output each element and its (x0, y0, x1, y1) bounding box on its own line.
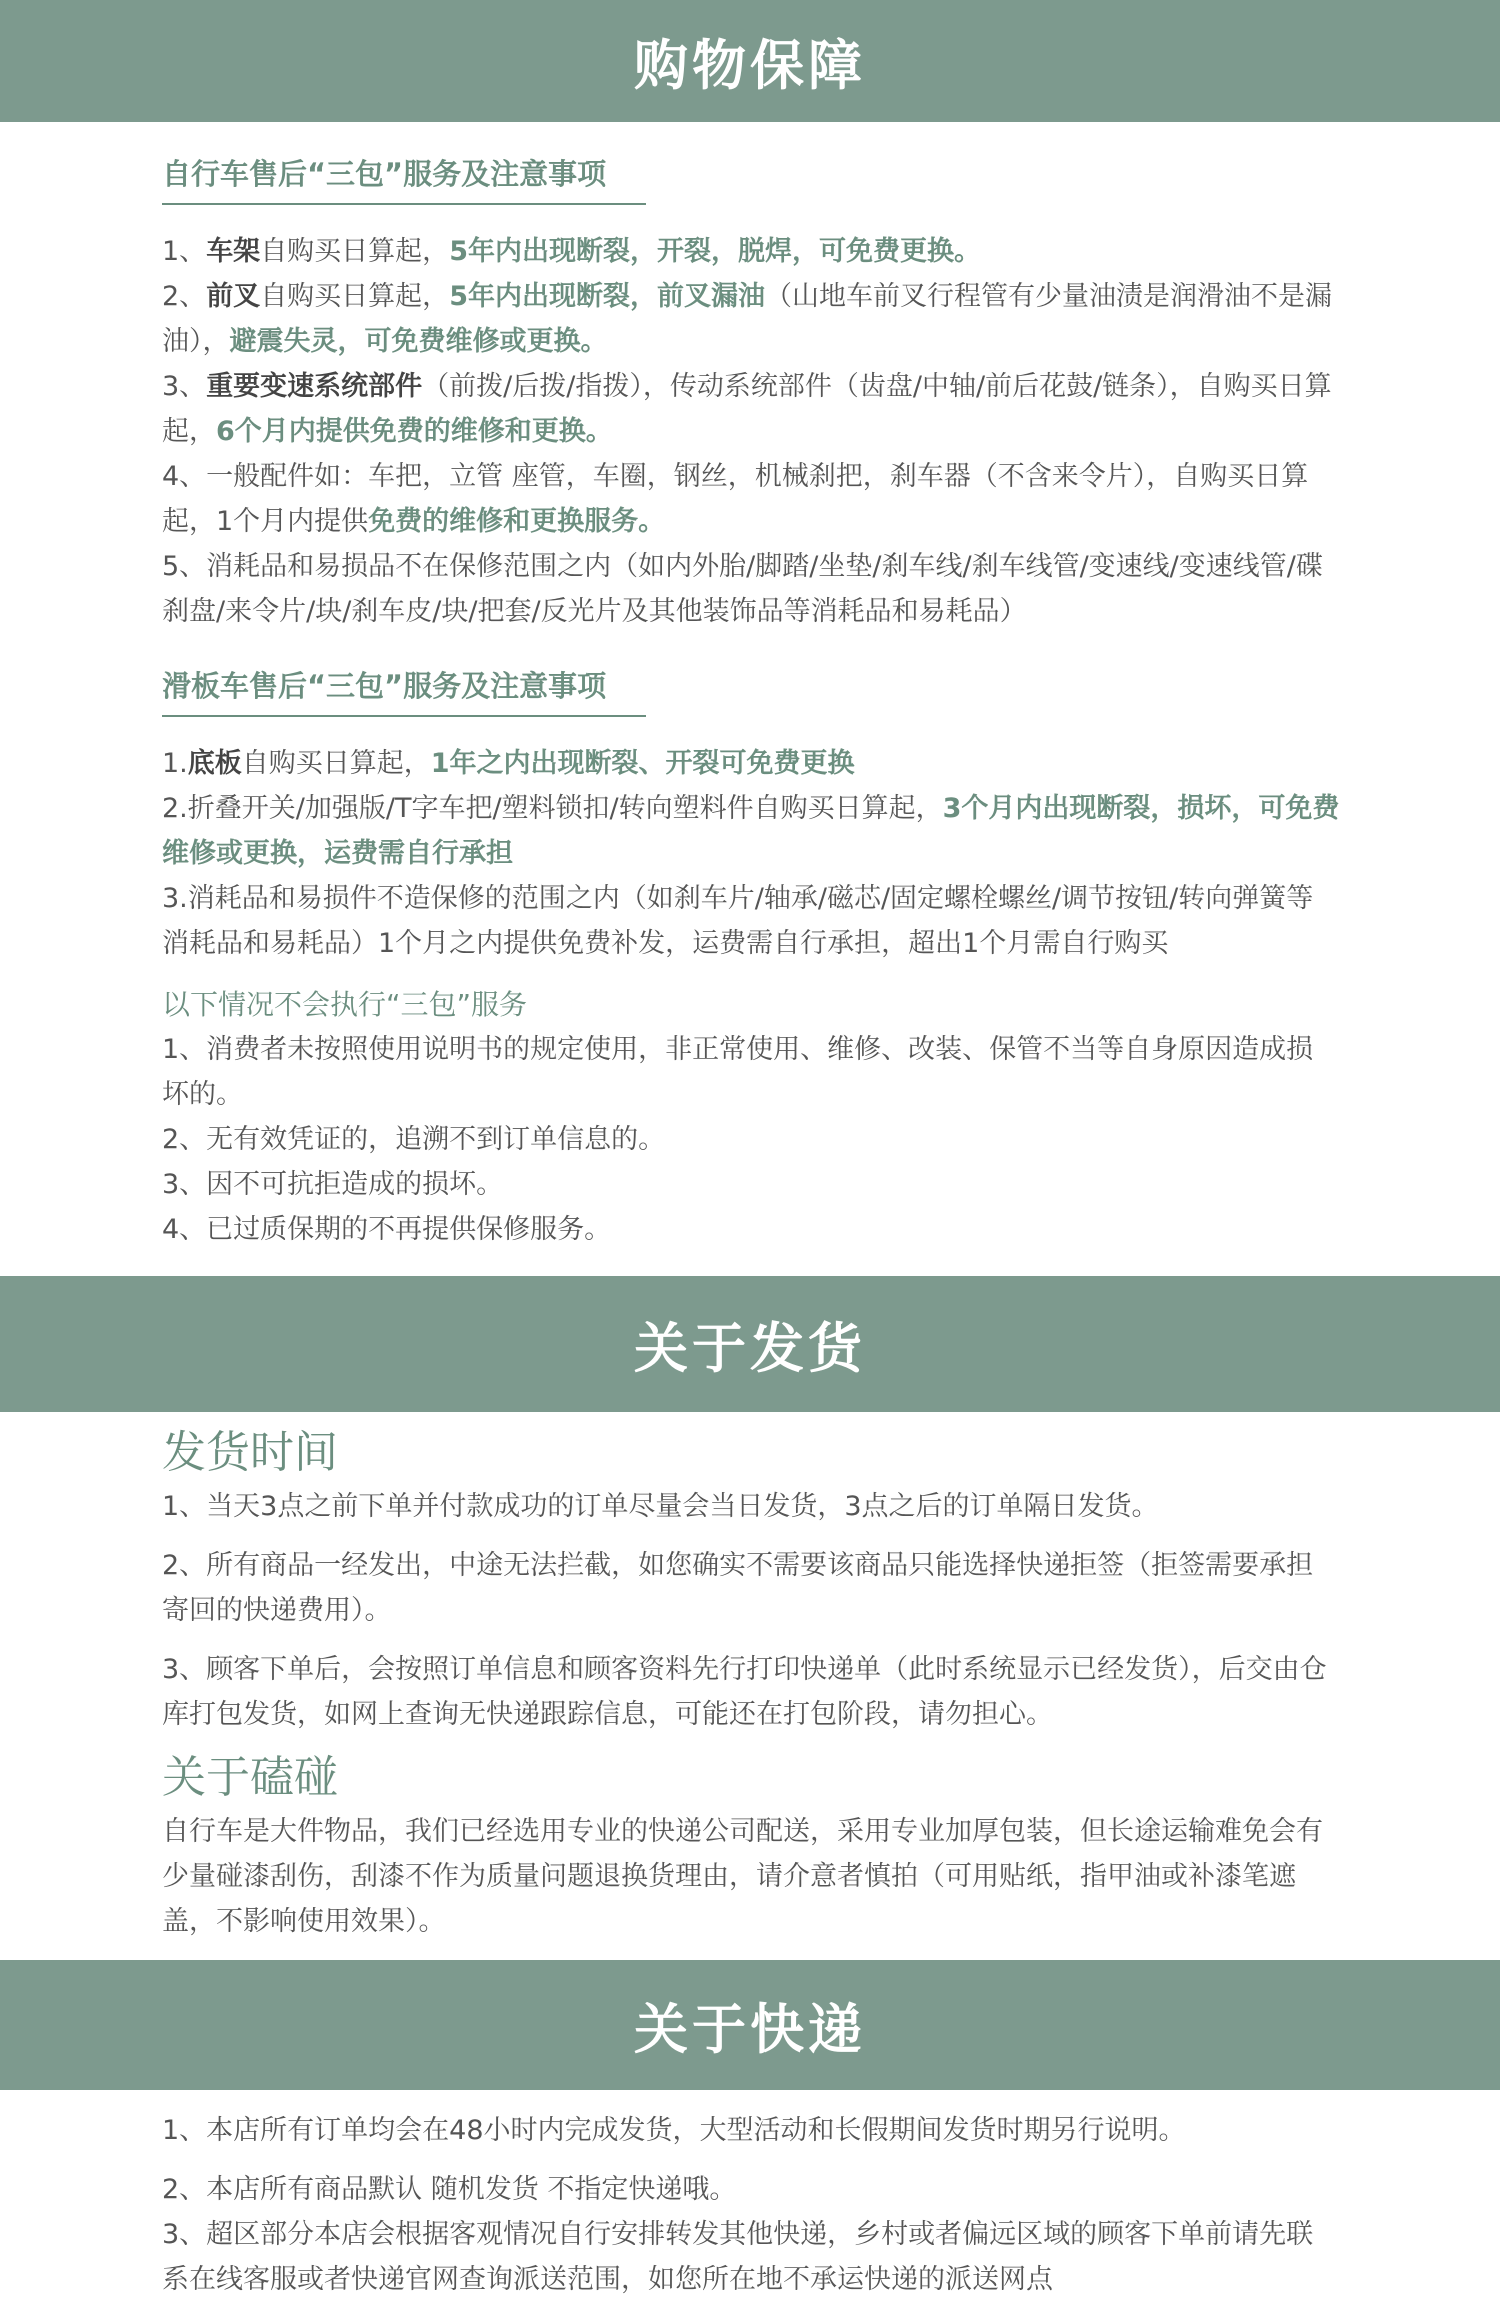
bike-item-1-prefix: 1、 (162, 236, 207, 267)
scooter-item-2 (162, 786, 1340, 876)
bike-item-2-highlight-2: 避震失灵，可免费维修或更换。 (229, 326, 608, 357)
express-item-2: 2、本店所有商品默认 随机发货 不指定快递哦。 (162, 2174, 737, 2205)
bike-item-1-bold: 车架 (206, 236, 261, 267)
express-item-3: 3、超区部分本店会根据客观情况自行安排转发其他快递，乡村或者偏远区域的顾客下单前请先联系在线客服或者快递官网查询派送范围，如您所在地不承运快递的派送网点 (162, 2219, 1314, 2295)
scooter-item-2-text: 2.折叠开关/加强版/T字车把/塑料锁扣/转向塑料件自购买日算起， (162, 793, 943, 824)
bike-item-2-bold: 前叉 (206, 281, 261, 312)
banner-shipping (0, 1276, 1500, 1412)
scooter-warranty-heading: 滑板车售后“三包”服务及注意事项 (162, 664, 646, 717)
bike-item-4-text: 4、一般配件如：车把，立管 座管，车圈，钢丝，机械刹把，刹车器（不含来令片），自购买日算起，1个月内提供 (162, 461, 1309, 537)
warranty-section (0, 122, 1500, 1276)
bike-item-2 (162, 274, 1340, 364)
scooter-item-1-prefix: 1. (162, 748, 188, 779)
bike-item-5: 5、消耗品和易损品不在保修范围之内（如内外胎/脚踏/坐垫/刹车线/刹车线管/变速线/变速线管/碟刹盘/来令片/块/刹车皮/块/把套/反光片及其他装饰品等消耗品和易耗品） (162, 551, 1323, 627)
bike-item-1-text: 自购买日算起， (260, 236, 450, 267)
exclusion-item-3: 3、因不可抗拒造成的损坏。 (162, 1169, 504, 1200)
bike-item-2-prefix: 2、 (162, 281, 207, 312)
bike-item-4-highlight: 免费的维修和更换服务。 (368, 506, 666, 537)
scooter-item-1-highlight: 1年之内出现断裂、开裂可免费更换 (430, 748, 855, 779)
shipping-time-item-1: 1、当天3点之前下单并付款成功的订单尽量会当日发货，3点之后的订单隔日发货。 (162, 1491, 1159, 1522)
banner-warranty-title: 购物保障 (634, 33, 866, 97)
shipping-time-heading: 发货时间 (162, 1427, 338, 1478)
scooter-item-1 (162, 741, 1340, 786)
shipping-time-item-3: 3、顾客下单后，会按照订单信息和顾客资料先行打印快递单（此时系统显示已经发货），后交由仓库打包发货，如网上查询无快递跟踪信息，可能还在打包阶段，请勿担心。 (162, 1654, 1327, 1730)
scooter-item-1-bold: 底板 (187, 748, 242, 779)
express-item-1: 1、本店所有订单均会在48小时内完成发货，大型活动和长假期间发货时期另行说明。 (162, 2115, 1186, 2146)
bike-warranty-heading: 自行车售后“三包”服务及注意事项 (162, 152, 646, 205)
bumps-heading: 关于磕碰 (162, 1752, 338, 1803)
bike-item-3-bold: 重要变速系统部件 (206, 371, 423, 402)
bike-item-1 (162, 229, 1340, 274)
bike-item-3-highlight: 6个月内提供免费的维修和更换。 (216, 416, 613, 447)
banner-shipping-title: 关于发货 (634, 1316, 866, 1380)
exclusion-item-1: 1、消费者未按照使用说明书的规定使用，非正常使用、维修、改装、保管不当等自身原因造成损坏的。 (162, 1034, 1314, 1110)
banner-express-title: 关于快递 (634, 1997, 866, 2061)
exclusion-item-2: 2、无有效凭证的，追溯不到订单信息的。 (162, 1124, 666, 1155)
banner-express (0, 1960, 1500, 2090)
bike-item-2-text: 自购买日算起， (260, 281, 450, 312)
shipping-time-item-2: 2、所有商品一经发出，中途无法拦截，如您确实不需要该商品只能选择快递拒签（拒签需要承担寄回的快递费用）。 (162, 1550, 1314, 1626)
exclusions-heading: 以下情况不会执行“三包”服务 (162, 988, 528, 1021)
scooter-item-2-highlight: 3个月内出现断裂，损坏，可免费维修或更换，运费需自行承担 (162, 793, 1340, 869)
bike-item-3-prefix: 3、 (162, 371, 207, 402)
exclusion-item-4: 4、已过质保期的不再提供保修服务。 (162, 1214, 612, 1245)
scooter-item-1-text: 自购买日算起， (241, 748, 431, 779)
shipping-section (0, 1422, 1500, 1960)
bike-item-4 (162, 454, 1340, 544)
bike-item-1-highlight: 5年内出现断裂，开裂，脱焊，可免费更换。 (449, 236, 981, 267)
bumps-text: 自行车是大件物品，我们已经选用专业的快递公司配送，采用专业加厚包装，但长途运输难免会有少量碰漆刮伤，刮漆不作为质量问题退换货理由，请介意者慎拍（可用贴纸，指甲油或补漆笔遮盖，不影响使用效果）。 (162, 1816, 1323, 1937)
bike-item-3-text: （前拨/后拨/指拨），传动系统部件（齿盘/中轴/前后花鼓/链条），自购买日算起， (162, 371, 1332, 447)
bike-item-2-text-2: （山地车前叉行程管有少量油渍是润滑油不是漏油）， (162, 281, 1332, 357)
bike-item-3 (162, 364, 1340, 454)
express-section (0, 2090, 1500, 2302)
scooter-item-3: 3.消耗品和易损件不造保修的范围之内（如刹车片/轴承/磁芯/固定螺栓螺丝/调节按钮/转向弹簧等消耗品和易耗品）1个月之内提供免费补发，运费需自行承担，超出1个月需自行购买 (162, 883, 1314, 959)
banner-warranty (0, 0, 1500, 122)
bike-item-2-highlight: 5年内出现断裂，前叉漏油 (449, 281, 765, 312)
